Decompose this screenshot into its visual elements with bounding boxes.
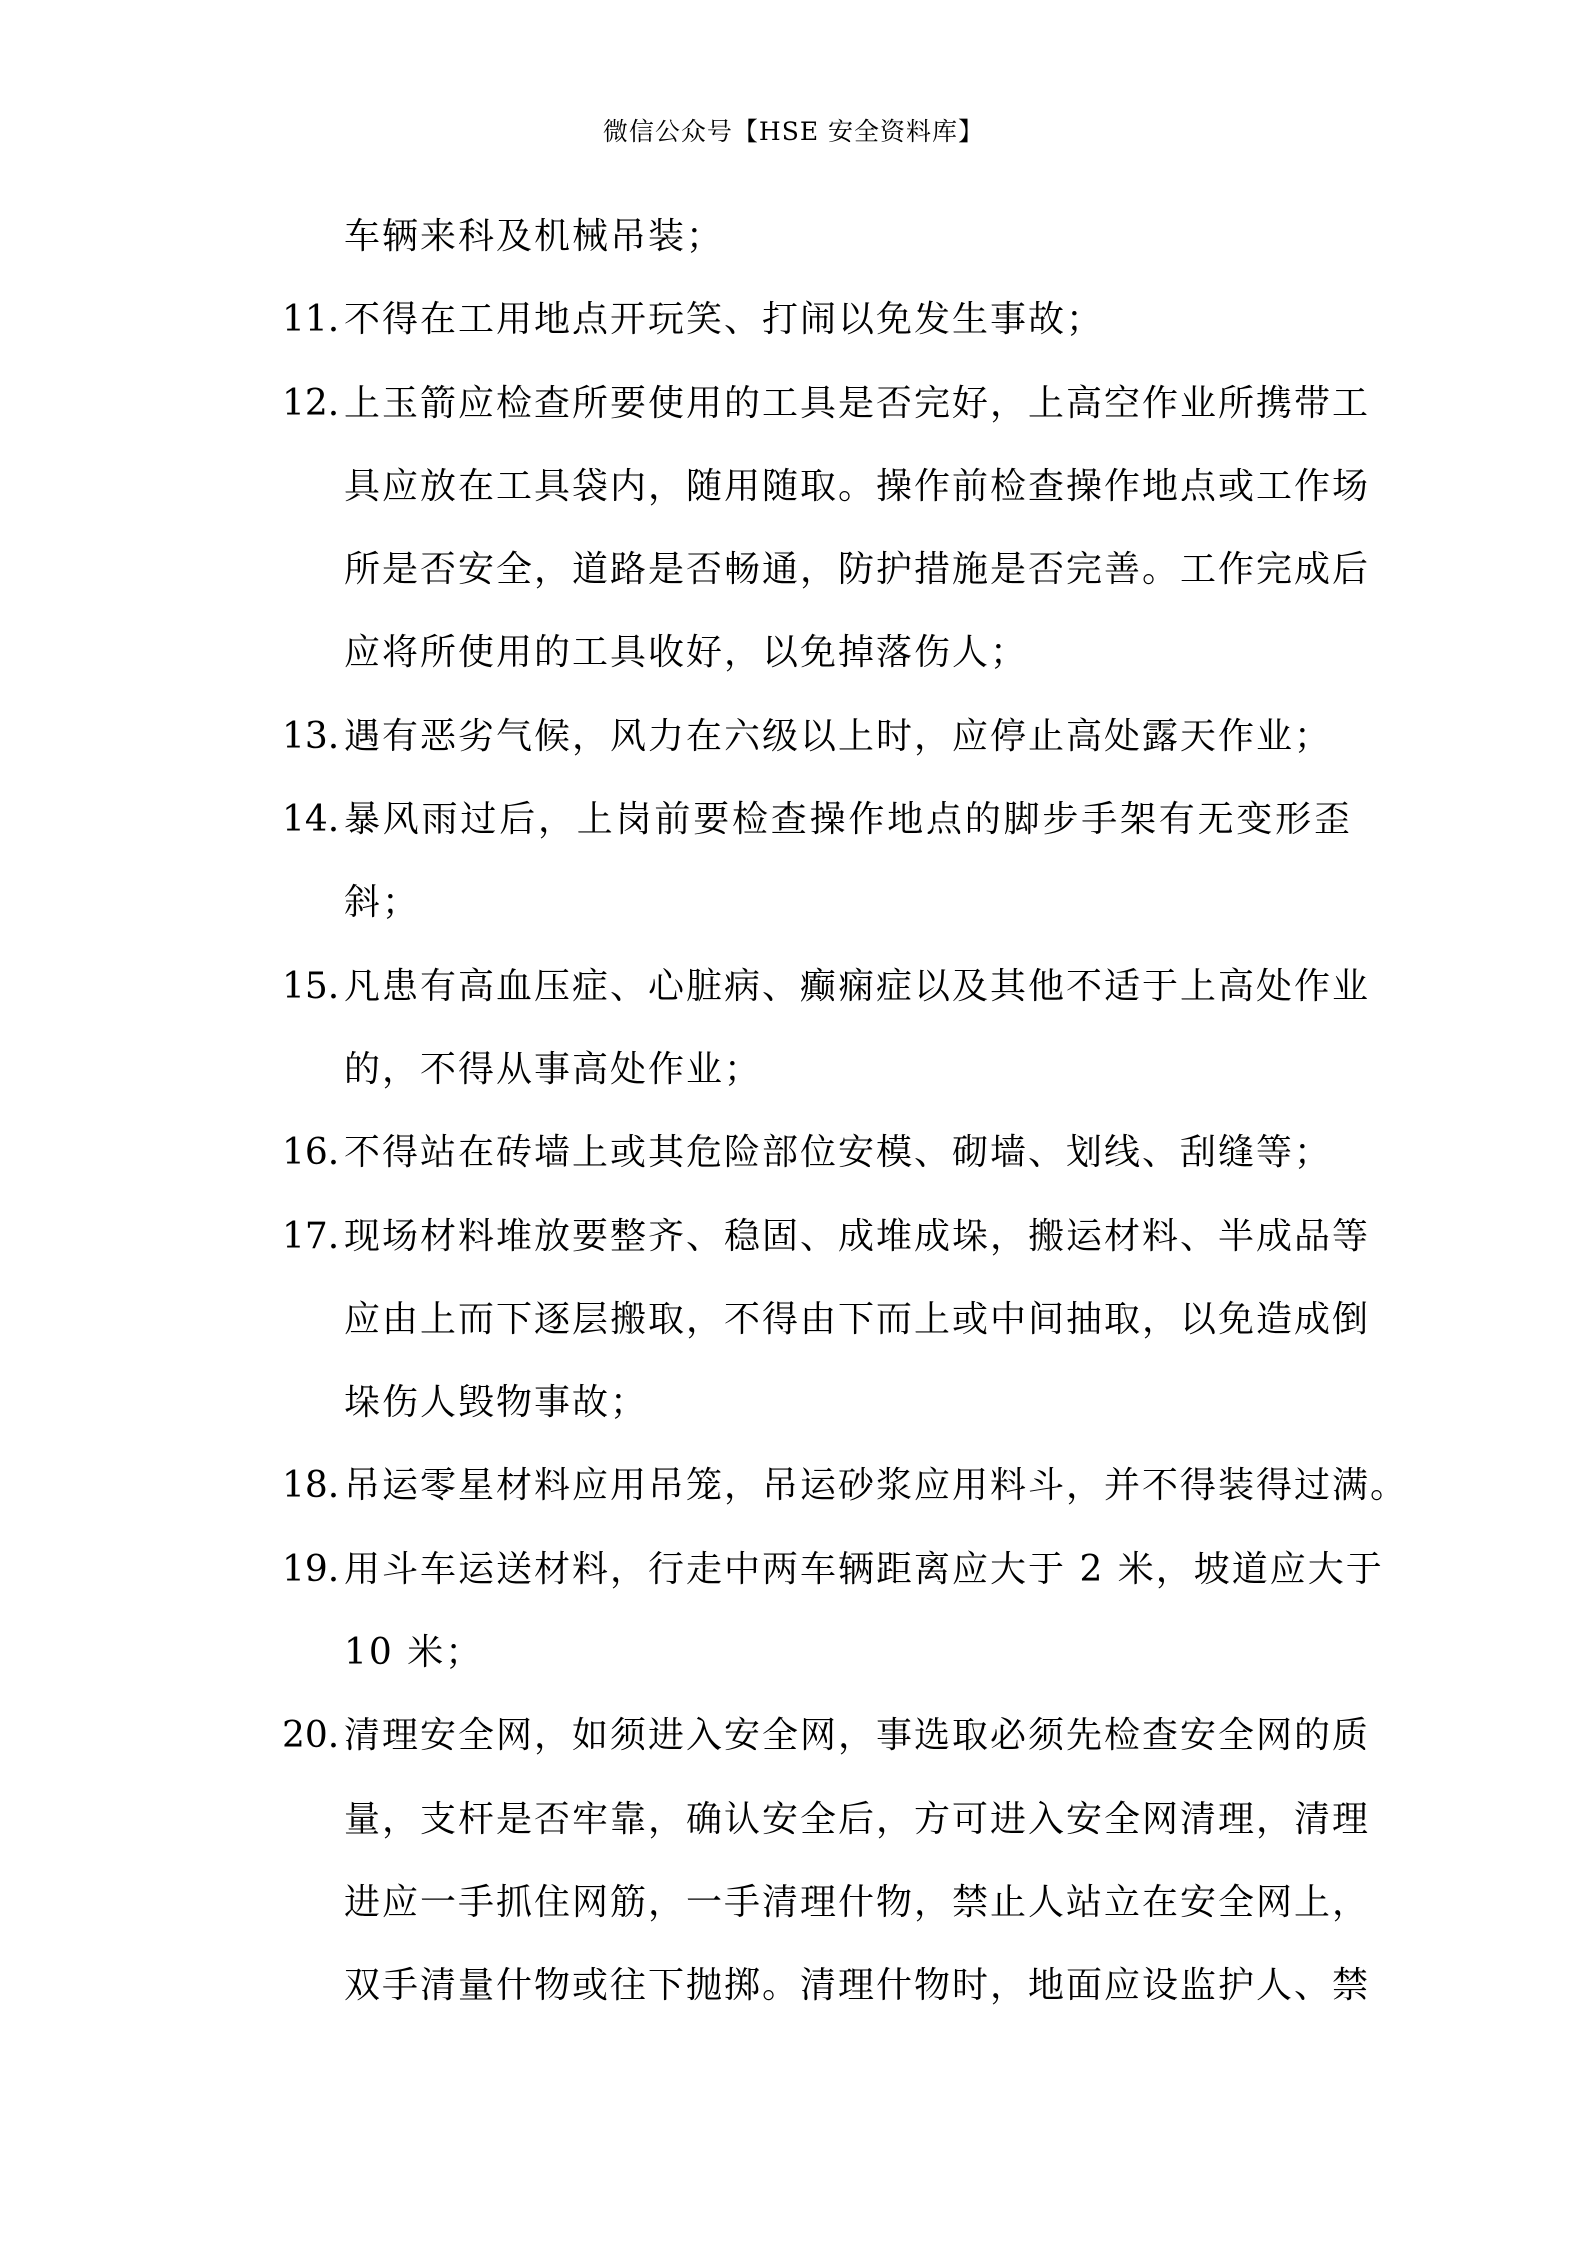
- document-body: [282, 195, 1409, 2028]
- list-item-line: [282, 1694, 1371, 1777]
- list-item-text: 的，不得从事高处作业；: [344, 1048, 763, 1090]
- list-item-number: 13.: [282, 715, 340, 757]
- list-item-text: 量，支杆是否牢靠，确认安全后，方可进入安全网清理，清理: [344, 1798, 1371, 1840]
- list-item-text: 具应放在工具袋内，随用随取。操作前检查操作地点或工作场: [344, 465, 1371, 507]
- list-item-text: 应由上而下逐层搬取，不得由下而上或中间抽取，以免造成倒: [344, 1298, 1371, 1340]
- list-item-line: [282, 1528, 1384, 1611]
- list-item-number: 14.: [282, 799, 340, 841]
- list-item-line: [282, 1444, 1409, 1527]
- list-item-line: [282, 611, 1352, 694]
- list-item-text: 10 米；: [344, 1632, 484, 1674]
- list-item-text: 垛伤人毁物事故；: [344, 1382, 649, 1424]
- list-item-text: 吊运零星材料应用吊笼，吊运砂浆应用料斗，并不得装得过满。: [344, 1465, 1409, 1507]
- list-item-line: [282, 861, 1352, 944]
- list-item-line: [282, 528, 1371, 611]
- list-item-line: [282, 278, 1352, 361]
- list-item-text: 车辆来科及机械吊装；: [344, 216, 725, 257]
- list-item-line: [282, 778, 1352, 861]
- list-item-number: 11.: [282, 299, 340, 341]
- list-item-line: [282, 1195, 1371, 1278]
- list-item-line: [282, 1278, 1371, 1361]
- list-item-text: 不得站在砖墙上或其危险部位安模、砌墙、划线、刮缝等；: [344, 1132, 1333, 1174]
- list-item-text: 应将所使用的工具收好，以免掉落伤人；: [344, 632, 1029, 674]
- list-item-text: 所是否安全，道路是否畅通，防护措施是否完善。工作完成后: [344, 549, 1371, 591]
- list-item-line: [282, 1611, 1352, 1694]
- list-item-line: [282, 695, 1352, 778]
- list-item-number: 16.: [282, 1132, 340, 1174]
- list-item-text: 上玉箭应检查所要使用的工具是否完好，上高空作业所携带工: [344, 382, 1371, 424]
- list-item-line: [282, 1861, 1371, 1944]
- list-item-line: [282, 362, 1371, 445]
- list-item-text: 遇有恶劣气候，风力在六级以上时，应停止高处露天作业；: [344, 715, 1333, 757]
- list-item-text: 斜；: [344, 882, 421, 924]
- list-item-number: 17.: [282, 1215, 340, 1257]
- list-item-line: [282, 1361, 1352, 1444]
- list-item-text: 暴风雨过后，上岗前要检查操作地点的脚步手架有无变形歪: [344, 799, 1352, 841]
- list-item-text: 用斗车运送材料，行走中两车辆距离应大于 2 米，坡道应大于: [344, 1548, 1384, 1590]
- list-item-number: 20.: [282, 1715, 340, 1757]
- list-item-text: 进应一手抓住网筋，一手清理什物，禁止人站立在安全网上，: [344, 1881, 1371, 1923]
- list-item-text: 清理安全网，如须进入安全网，事选取必须先检查安全网的质: [344, 1715, 1371, 1757]
- list-item-number: 15.: [282, 965, 340, 1007]
- list-item-text: 现场材料堆放要整齐、稳固、成堆成垛，搬运材料、半成品等: [344, 1215, 1371, 1257]
- list-item-text: 不得在工用地点开玩笑、打闹以免发生事故；: [344, 299, 1105, 341]
- list-item-line: [282, 1111, 1352, 1194]
- list-item-line: [282, 1778, 1371, 1861]
- list-item-number: 12.: [282, 382, 340, 424]
- page-header: 微信公众号【HSE 安全资料库】: [602, 117, 985, 146]
- list-item-number: 19.: [282, 1548, 340, 1590]
- list-item-number: 18.: [282, 1465, 340, 1507]
- list-item-line: [282, 1028, 1352, 1111]
- list-item-text: 双手清量什物或往下抛掷。清理什物时，地面应设监护人、禁: [344, 1965, 1371, 2007]
- list-item-text: 凡患有高血压症、心脏病、癫痫症以及其他不适于上高处作业: [344, 965, 1371, 1007]
- list-item-line: [282, 1944, 1371, 2027]
- list-item-line: [282, 445, 1371, 528]
- list-item-line: [282, 945, 1371, 1028]
- list-item-line: [282, 195, 1352, 278]
